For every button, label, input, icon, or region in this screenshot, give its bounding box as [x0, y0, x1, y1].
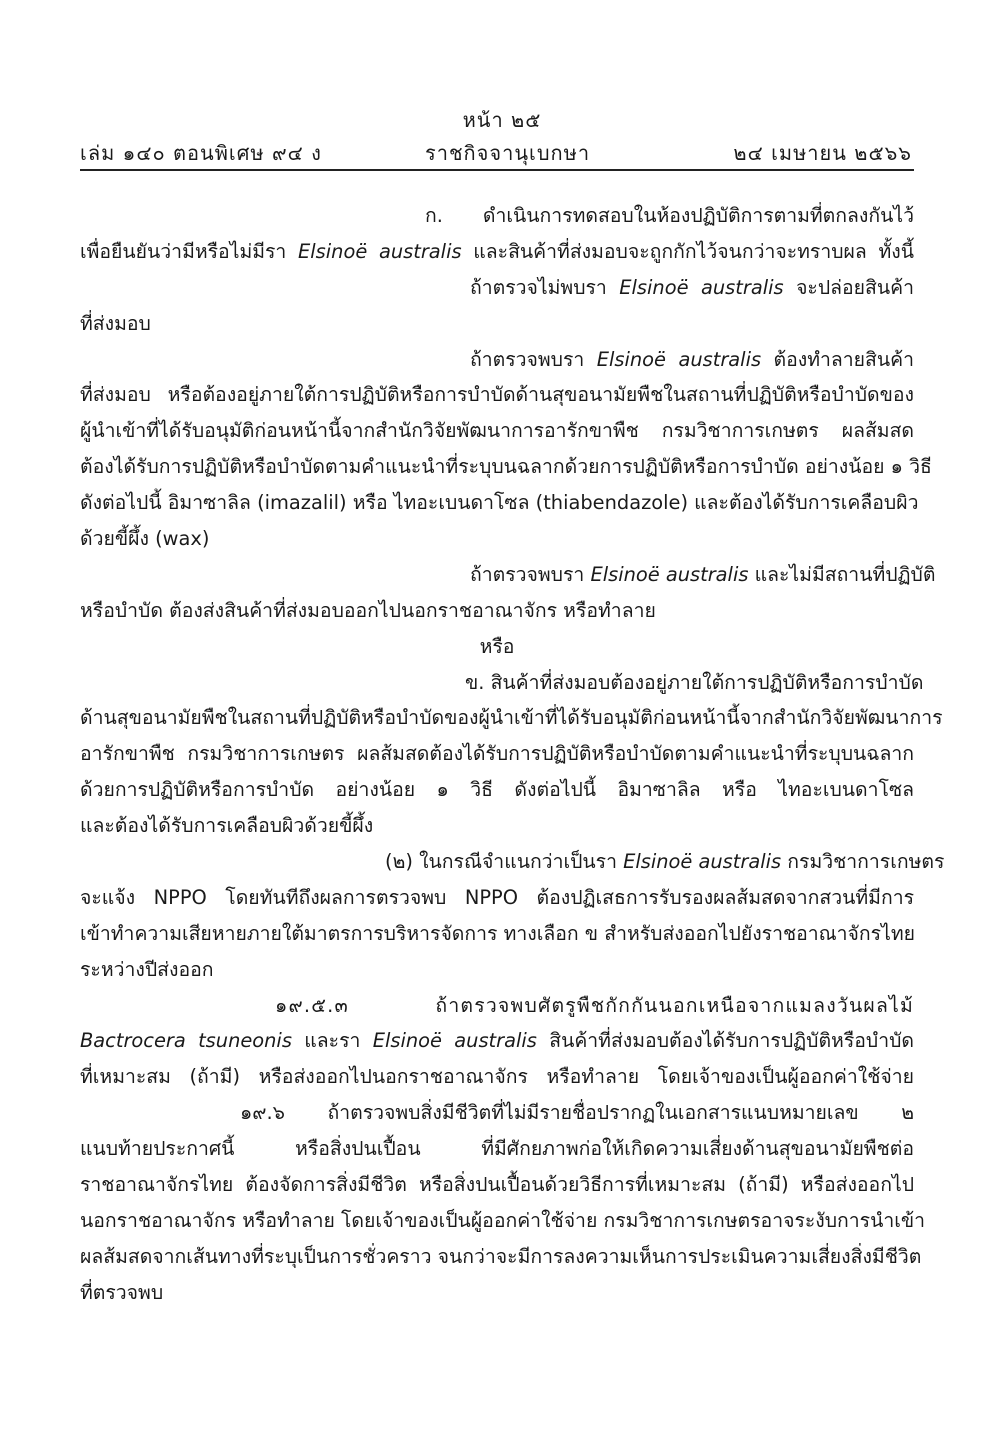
paragraph-line: ด้วยการปฏิบัติหรือการบำบัด อย่างน้อย ๑ วิธี ดังต่อไปนี้ อิมาซาลิล หรือ ไทอะเบนดาโซล — [80, 778, 914, 802]
paragraph-line: ก. ดำเนินการทดสอบในห้องปฏิบัติการตามที่ตกลงกันไว้ — [425, 204, 914, 227]
species-name: Elsinoë australis — [619, 275, 784, 299]
species-name: Elsinoë australis — [623, 850, 782, 874]
paragraph-line: ผลส้มสดจากเส้นทางที่ระบุเป็นการชั่วคราว จนกว่าจะมีการลงความเห็นการประเมินความเสี่ยงสิ่งมีชีวิต — [80, 1244, 922, 1268]
header-divider — [80, 169, 914, 171]
paragraph-line: และต้องได้รับการเคลือบผิวด้วยขี้ผึ้ง — [80, 814, 374, 838]
paragraph-line: ด้านสุขอนามัยพืชในสถานที่ปฏิบัติหรือบำบัดของผู้นำเข้าที่ได้รับอนุมัติก่อนหน้านี้จากสำนักวิจัยพัฒนาการ — [80, 706, 943, 730]
paragraph-line: หรือบำบัด ต้องส่งสินค้าที่ส่งมอบออกไปนอกราชอาณาจักร หรือทำลาย — [80, 598, 656, 622]
paragraph-line: ราชอาณาจักรไทย ต้องจัดการสิ่งมีชีวิต หรือสิ่งปนเปื้อนด้วยวิธีการที่เหมาะสม (ถ้ามี) หรือส่งออกไป — [80, 1173, 914, 1197]
species-name: Elsinoë australis — [372, 1029, 537, 1053]
paragraph-line: เพื่อยืนยันว่ามีหรือไม่มีรา Elsinoë australis และสินค้าที่ส่งมอบจะถูกกักไว้จนกว่าจะทราบผล ทั้งนี้ — [80, 239, 914, 263]
paragraph-line: เข้าทำความเสียหายภายใต้มาตรการบริหารจัดการ ทางเลือก ข สำหรับส่งออกไปยังราชอาณาจักรไทย — [80, 921, 915, 945]
paragraph-line: นอกราชอาณาจักร หรือทำลาย โดยเจ้าของเป็นผู้ออกค่าใช้จ่าย กรมวิชาการเกษตรอาจระงับการนำเข้า — [80, 1208, 926, 1232]
paragraph-line: ถ้าตรวจพบรา Elsinoë australis และไม่มีสถานที่ปฏิบัติ — [470, 562, 936, 586]
paragraph-line: ผู้นำเข้าที่ได้รับอนุมัติก่อนหน้านี้จากสำนักวิจัยพัฒนาการอารักขาพืช กรมวิชาการเกษตร ผลส้มสด — [80, 419, 914, 443]
paragraph-line: ต้องได้รับการปฏิบัติหรือบำบัดตามคำแนะนำที่ระบุบนฉลากด้วยการปฏิบัติหรือการบำบัด อย่างน้อย ๑ วิธี — [80, 455, 932, 479]
species-name: Elsinoë australis — [298, 239, 462, 263]
paragraph-line: (๒) ในกรณีจำแนกว่าเป็นรา Elsinoë australis กรมวิชาการเกษตร — [385, 850, 945, 874]
paragraph-line: ด้วยขี้ผึ้ง (wax) — [80, 527, 210, 551]
paragraph-line: ถ้าตรวจไม่พบรา Elsinoë australis จะปล่อยสินค้า — [470, 275, 914, 299]
volume-issue: เล่ม ๑๔๐ ตอนพิเศษ ๙๔ ง — [80, 141, 322, 165]
paragraph-line: หรือ — [479, 634, 515, 658]
gazette-title: ราชกิจจานุเบกษา — [425, 141, 591, 165]
species-name: Elsinoë australis — [596, 347, 762, 371]
paragraph-line: ที่ส่งมอบ — [80, 311, 151, 335]
paragraph-line: ระหว่างปีส่งออก — [80, 957, 214, 981]
page-number: หน้า ๒๕ — [462, 108, 542, 132]
gazette-header — [80, 137, 912, 167]
paragraph-line: ที่เหมาะสม (ถ้ามี) หรือส่งออกไปนอกราชอาณาจักร หรือทำลาย โดยเจ้าของเป็นผู้ออกค่าใช้จ่าย — [80, 1065, 914, 1089]
paragraph-line: ๑๙.๕.๓ ถ้าตรวจพบศัตรูพืชกักกันนอกเหนือจากแมลงวันผลไม้ — [275, 993, 914, 1017]
paragraph-line: ถ้าตรวจพบรา Elsinoë australis ต้องทำลายสินค้า — [470, 347, 914, 371]
paragraph-line: แนบท้ายประกาศนี้ หรือสิ่งปนเปื้อน ที่มีศักยภาพก่อให้เกิดความเสี่ยงด้านสุขอนามัยพืชต่อ — [80, 1137, 914, 1161]
paragraph-line: ดังต่อไปนี้ อิมาซาลิล (imazalil) หรือ ไทอะเบนดาโซล (thiabendazole) และต้องได้รับการเคลือบผิว — [80, 491, 919, 515]
paragraph-line: ๑๙.๖ ถ้าตรวจพบสิ่งมีชีวิตที่ไม่มีรายชื่อปรากฏในเอกสารแนบหมายเลข ๒ — [240, 1101, 914, 1125]
paragraph-line: จะแจ้ง NPPO โดยทันทีถึงผลการตรวจพบ NPPO ต้องปฏิเสธการรับรองผลส้มสดจากสวนที่มีการ — [80, 885, 914, 909]
species-name: Bactrocera tsuneonis — [80, 1029, 292, 1053]
species-name: Elsinoë australis — [590, 562, 749, 586]
paragraph-line: ข. สินค้าที่ส่งมอบต้องอยู่ภายใต้การปฏิบัติหรือการบำบัด — [465, 670, 924, 694]
publication-date: ๒๔ เมษายน ๒๕๖๖ — [733, 141, 912, 165]
paragraph-line: Bactrocera tsuneonis และรา Elsinoë australis สินค้าที่ส่งมอบต้องได้รับการปฏิบัติหรือบำบัด — [80, 1029, 914, 1053]
paragraph-line: ที่ตรวจพบ — [80, 1280, 164, 1304]
document-body — [80, 198, 945, 1311]
paragraph-line: ที่ส่งมอบ หรือต้องอยู่ภายใต้การปฏิบัติหรือการบำบัดด้านสุขอนามัยพืชในสถานที่ปฏิบัติหรือบำบัดของ — [80, 383, 914, 407]
paragraph-line: อารักขาพืช กรมวิชาการเกษตร ผลส้มสดต้องได้รับการปฏิบัติหรือบำบัดตามคำแนะนำที่ระบุบนฉลาก — [80, 742, 914, 766]
